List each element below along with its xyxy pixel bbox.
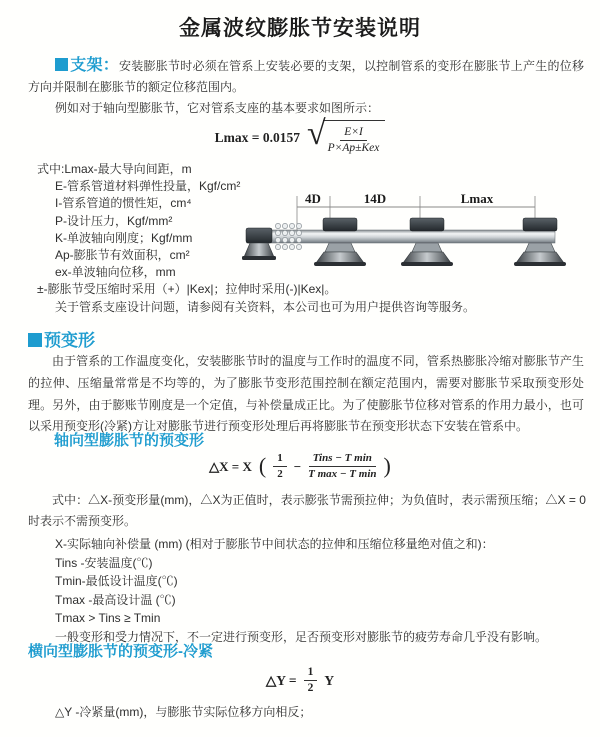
fixed-anchor-support <box>242 228 276 260</box>
axial-formula-description: 式中：△X-预变形量(mm)，△X为正值时，表示膨张节需预拉伸；为负值时，表示需预压缩；△X = 0时表示不需预变形。 <box>28 493 586 528</box>
support-example-line: 例如对于轴向型膨胀节，它对管系支座的基本要求如图所示： <box>55 101 380 115</box>
half-numerator: 1 <box>273 452 287 467</box>
predeform-heading-label: 预变形 <box>44 331 95 350</box>
variable-line: 一般变形和受力情况下，不一定进行预变形，足否预变形对膨胀节的疲劳寿命几乎没有影响。 <box>55 629 548 644</box>
support-note: 关于管系支座设计问题，请参阅有关资料，本公司也可为用户提供咨询等服务。 <box>55 299 476 314</box>
variable-line: Tmax -最高设计温 (℃) <box>55 592 176 607</box>
dim-label-14d: 14D <box>363 191 387 206</box>
blue-square-bullet-icon <box>28 333 42 347</box>
variable-line: Tmin-最低设计温度(℃) <box>55 574 178 589</box>
predeform-section-heading <box>28 326 95 351</box>
blue-square-bullet-icon <box>55 58 68 71</box>
page-title: 金属波纹膨胀节安装说明 <box>179 17 421 40</box>
dim-label-4d: 4D <box>305 191 321 206</box>
support-intro-paragraph <box>28 55 584 98</box>
temp-frac-numerator: Tins − T min <box>309 452 376 467</box>
variable-line: ex-单波轴向位移，mm <box>55 265 176 280</box>
axial-section-heading: 轴向型膨胀节的预变形 <box>54 432 205 449</box>
left-paren: ( <box>258 452 267 478</box>
lateral-formula-lhs: △Y = <box>265 672 297 688</box>
variable-line: Tins -安装温度(℃) <box>55 555 153 570</box>
minus-sign: − <box>293 458 302 474</box>
axial-formula-lhs: △X = X <box>209 458 252 474</box>
lateral-section-heading: 横向型膨胀节的预变形-冷紧 <box>28 643 213 660</box>
lateral-formula-description: △Y -冷紧量(mm)，与膨胀节实际位移方向相反； <box>55 705 312 719</box>
pipe-support-diagram <box>242 188 600 290</box>
variable-line: I-管系管道的惯性矩，cm⁴ <box>55 196 192 211</box>
lmax-formula-denominator: P×Ap±Kex <box>327 142 380 154</box>
variable-line: Tmax > Tins ≥ Tmin <box>55 611 161 626</box>
variable-line: K-单波轴向刚度；Kgf/mm <box>55 230 193 245</box>
support-section-heading <box>55 57 119 74</box>
variable-line: X-实际轴向补偿量 (mm) (相对于膨胀节中间状态的拉伸和压缩位移量绝对值之和)： <box>55 537 494 551</box>
variable-line: P-设计压力，Kgf/mm² <box>55 213 173 228</box>
dim-label-lmax: Lmax <box>460 191 494 206</box>
right-paren: ) <box>383 452 391 478</box>
variable-line: E-管系管道材料弹性投量，Kgf/cm² <box>55 179 241 194</box>
temp-frac-denominator: T max − T min <box>308 468 377 480</box>
support-intro-text: 安装膨胀节时必须在管系上安装必要的支架，以控制管系的变形在膨胀节上产生的位移方向并限制在膨胀节的额定位移范围内。 <box>28 59 584 94</box>
predeform-paragraph: 由于管系的工作温度变化，安装膨胀节时的温度与工作时的温度不同，管系热膨胀冷缩对膨胀节产生的拉伸、压缩量常常是不均等的，为了膨胀节变形范围控制在额定范围内，需要对膨胀节采取预变形处理。另外，由于膨账节刚度是一个定值，与补偿量成正比。为了使膨胀节位移对管系的作用力最小，也可以采用预变形(冷紧)方让对膨胀节进行预变形处理后再将膨胀节在预变形状态下安装在管系中。 <box>28 354 584 434</box>
radical <box>306 115 385 155</box>
half-denominator: 2 <box>307 682 314 694</box>
half-denominator: 2 <box>277 468 283 480</box>
radical-sign-icon: √ <box>306 115 326 152</box>
variable-line: 式中:Lmax-最大导向间距，m <box>37 162 192 176</box>
lateral-formula <box>0 666 600 695</box>
axial-variable-list <box>28 535 547 647</box>
lmax-formula-numerator: E×I <box>340 126 367 141</box>
support-heading-label: 支架： <box>70 57 119 74</box>
variable-line: Ap-膨胀节有效面积，cm² <box>55 248 190 263</box>
half-numerator: 1 <box>304 666 318 681</box>
axial-formula <box>0 452 600 481</box>
lateral-formula-rhs: Y <box>324 672 335 688</box>
lmax-formula <box>0 115 600 155</box>
variable-line: ±-膨胀节受压缩时采用（+）|Kex|；拉伸时采用(-)|Kex|。 <box>37 282 337 297</box>
lmax-formula-lhs: Lmax = 0.0157 <box>214 129 300 145</box>
